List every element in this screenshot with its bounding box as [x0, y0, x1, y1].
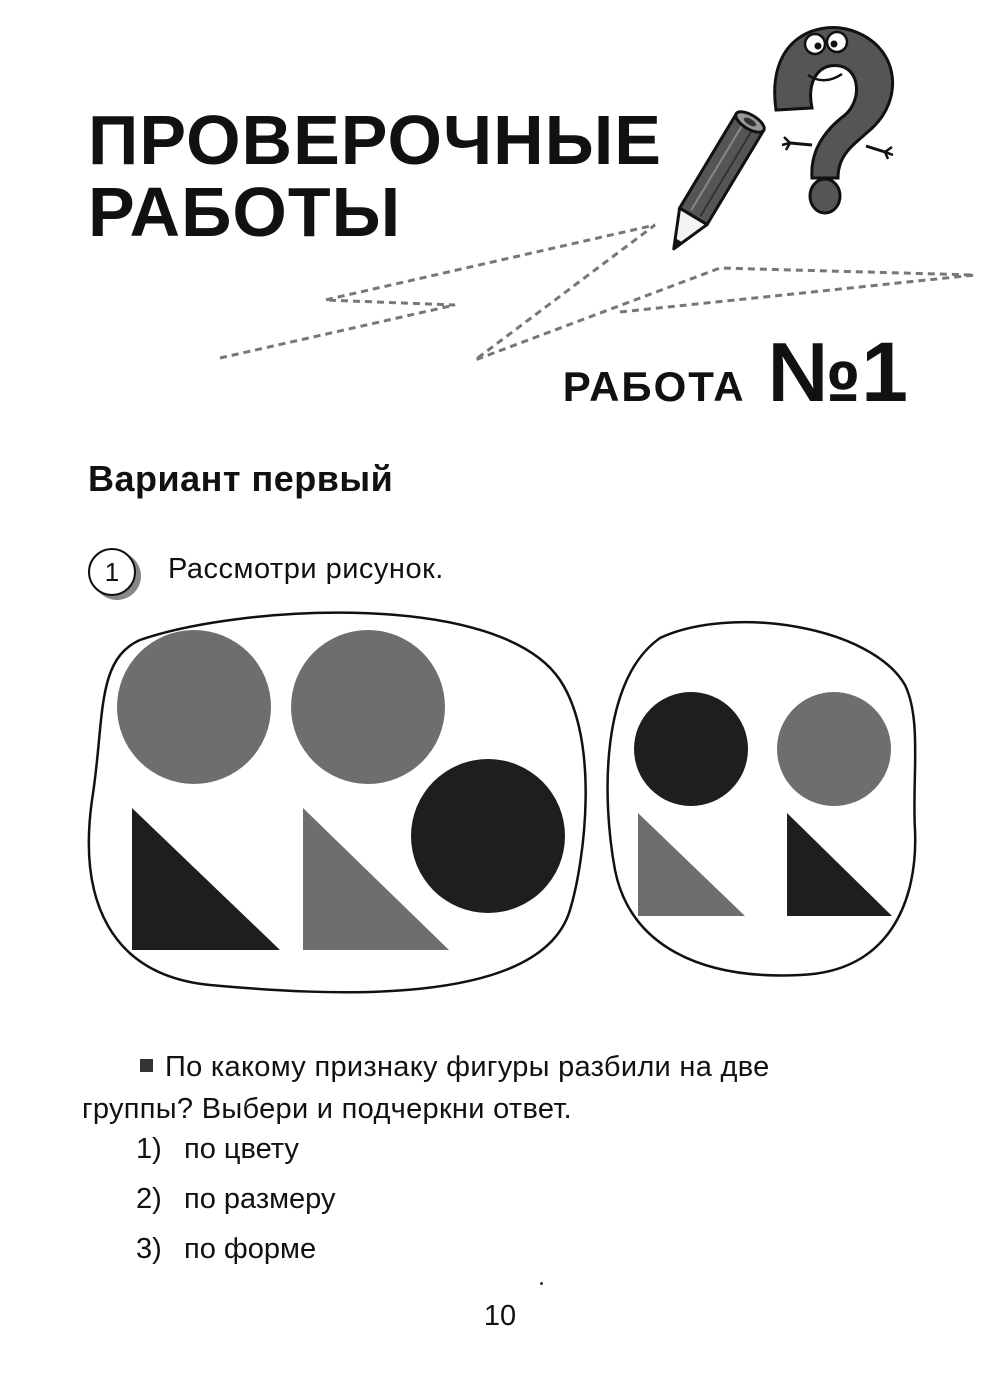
task-number-badge — [88, 548, 136, 596]
task-instruction: Рассмотри рисунок. — [168, 553, 444, 585]
answer-option[interactable] — [136, 1124, 336, 1174]
answer-option-text: по размеру — [184, 1183, 336, 1215]
question-line-1-inner — [140, 1046, 770, 1088]
answer-option-text: по цвету — [184, 1133, 299, 1165]
shape-circle — [777, 692, 891, 806]
answer-options — [136, 1124, 336, 1274]
work-heading — [562, 325, 908, 419]
shape-group-2 — [608, 622, 916, 975]
shape-circle — [411, 759, 565, 913]
answer-option-text: по форме — [184, 1233, 317, 1265]
shapes-figure — [70, 600, 930, 1020]
question-line-1-wrap — [82, 1046, 918, 1088]
question-line-2: группы? Выбери и подчеркни ответ. — [82, 1093, 573, 1125]
answer-option[interactable] — [136, 1224, 336, 1274]
square-bullet-icon — [140, 1059, 153, 1072]
answer-option-number: 1) — [136, 1133, 162, 1165]
answer-option[interactable] — [136, 1174, 336, 1224]
page-number: 10 — [483, 1300, 517, 1332]
shape-triangle — [787, 813, 892, 916]
question-line-1: По какому признаку фигуры разбили на две — [165, 1051, 770, 1083]
work-label: РАБОТА — [562, 363, 746, 410]
page-title-line-1: ПРОВЕРОЧНЫЕ — [88, 101, 662, 179]
task-number: 1 — [104, 556, 120, 587]
answer-option-number: 3) — [136, 1233, 162, 1265]
print-speck — [540, 1282, 543, 1285]
shape-group-1 — [89, 613, 586, 993]
page-title-line-2: РАБОТЫ — [88, 173, 402, 251]
answer-option-number: 2) — [136, 1183, 162, 1215]
shape-circle — [117, 630, 271, 784]
task-question — [82, 1046, 918, 1130]
pencil-icon — [660, 108, 767, 257]
shape-circle — [291, 630, 445, 784]
shape-triangle — [132, 808, 280, 950]
question-mark-mascot-icon — [775, 28, 893, 213]
variant-heading: Вариант первый — [88, 458, 394, 499]
shape-triangle — [638, 813, 745, 916]
shape-circle — [634, 692, 748, 806]
group-2-outline — [608, 622, 916, 975]
work-number: №1 — [767, 325, 908, 419]
